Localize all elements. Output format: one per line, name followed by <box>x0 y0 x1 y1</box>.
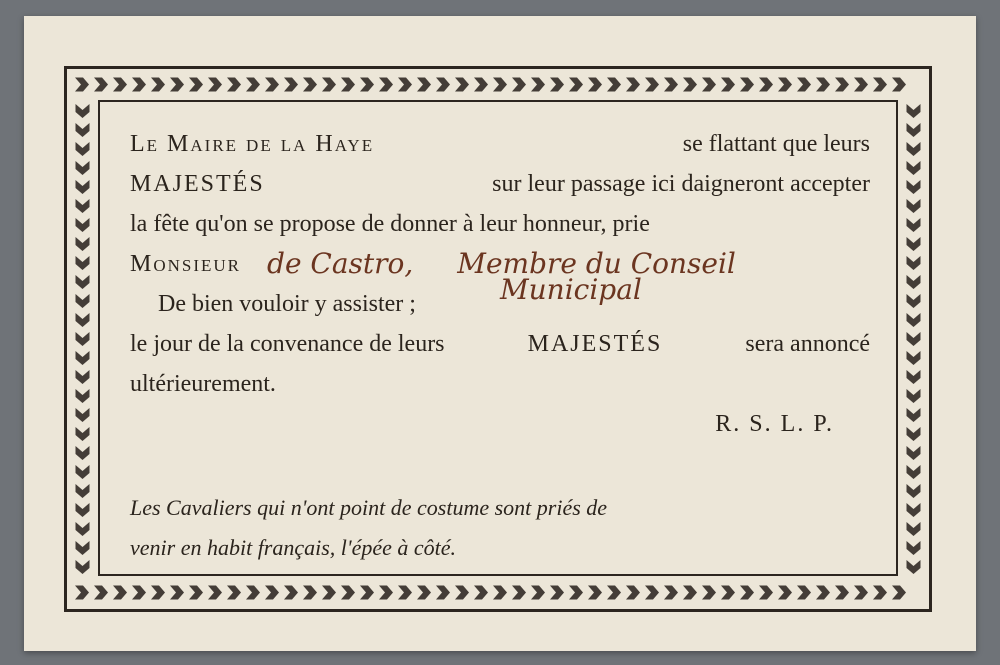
handwritten-title: Membre du Conseil <box>457 247 736 280</box>
text-fragment: ultérieurement. <box>130 371 276 397</box>
monsieur-label: Monsieur <box>130 251 242 277</box>
text-fragment: sur leur passage ici daigneront accepter <box>492 171 870 197</box>
text-line-1 <box>130 124 870 164</box>
text-fragment: Les Cavaliers qui n'ont point de costume sont priés de <box>130 495 608 520</box>
invitation-card <box>24 16 976 651</box>
dress-note <box>130 488 870 568</box>
majestes-caps: MAJESTÉS <box>130 171 265 197</box>
text-line-3 <box>130 204 870 244</box>
handwritten-name: de Castro, <box>267 247 414 280</box>
text-fragment: De bien vouloir y assister ; <box>158 291 416 317</box>
invitation-text <box>130 124 870 568</box>
text-fragment: le jour de la convenance de leurs <box>130 331 445 357</box>
handwritten-title-2: Municipal <box>499 273 642 306</box>
text-fragment: la fête qu'on se propose de donner à leur honneur, prie <box>130 211 650 237</box>
rslp-signature: R. S. L. P. <box>715 411 834 437</box>
text-line-5 <box>130 273 870 324</box>
text-fragment: venir en habit français, l'épée à côté. <box>130 535 457 560</box>
text-line-2 <box>130 164 870 204</box>
mayor-heading: Le Maire de la Haye <box>130 131 375 157</box>
note-line-2 <box>130 528 870 568</box>
note-line-1 <box>130 488 870 528</box>
majestes-caps: MAJESTÉS <box>527 331 663 357</box>
text-line-7 <box>130 364 870 404</box>
text-fragment: se flattant que leurs <box>682 131 870 157</box>
text-line-6 <box>130 324 870 364</box>
text-fragment: sera annoncé <box>745 331 870 357</box>
